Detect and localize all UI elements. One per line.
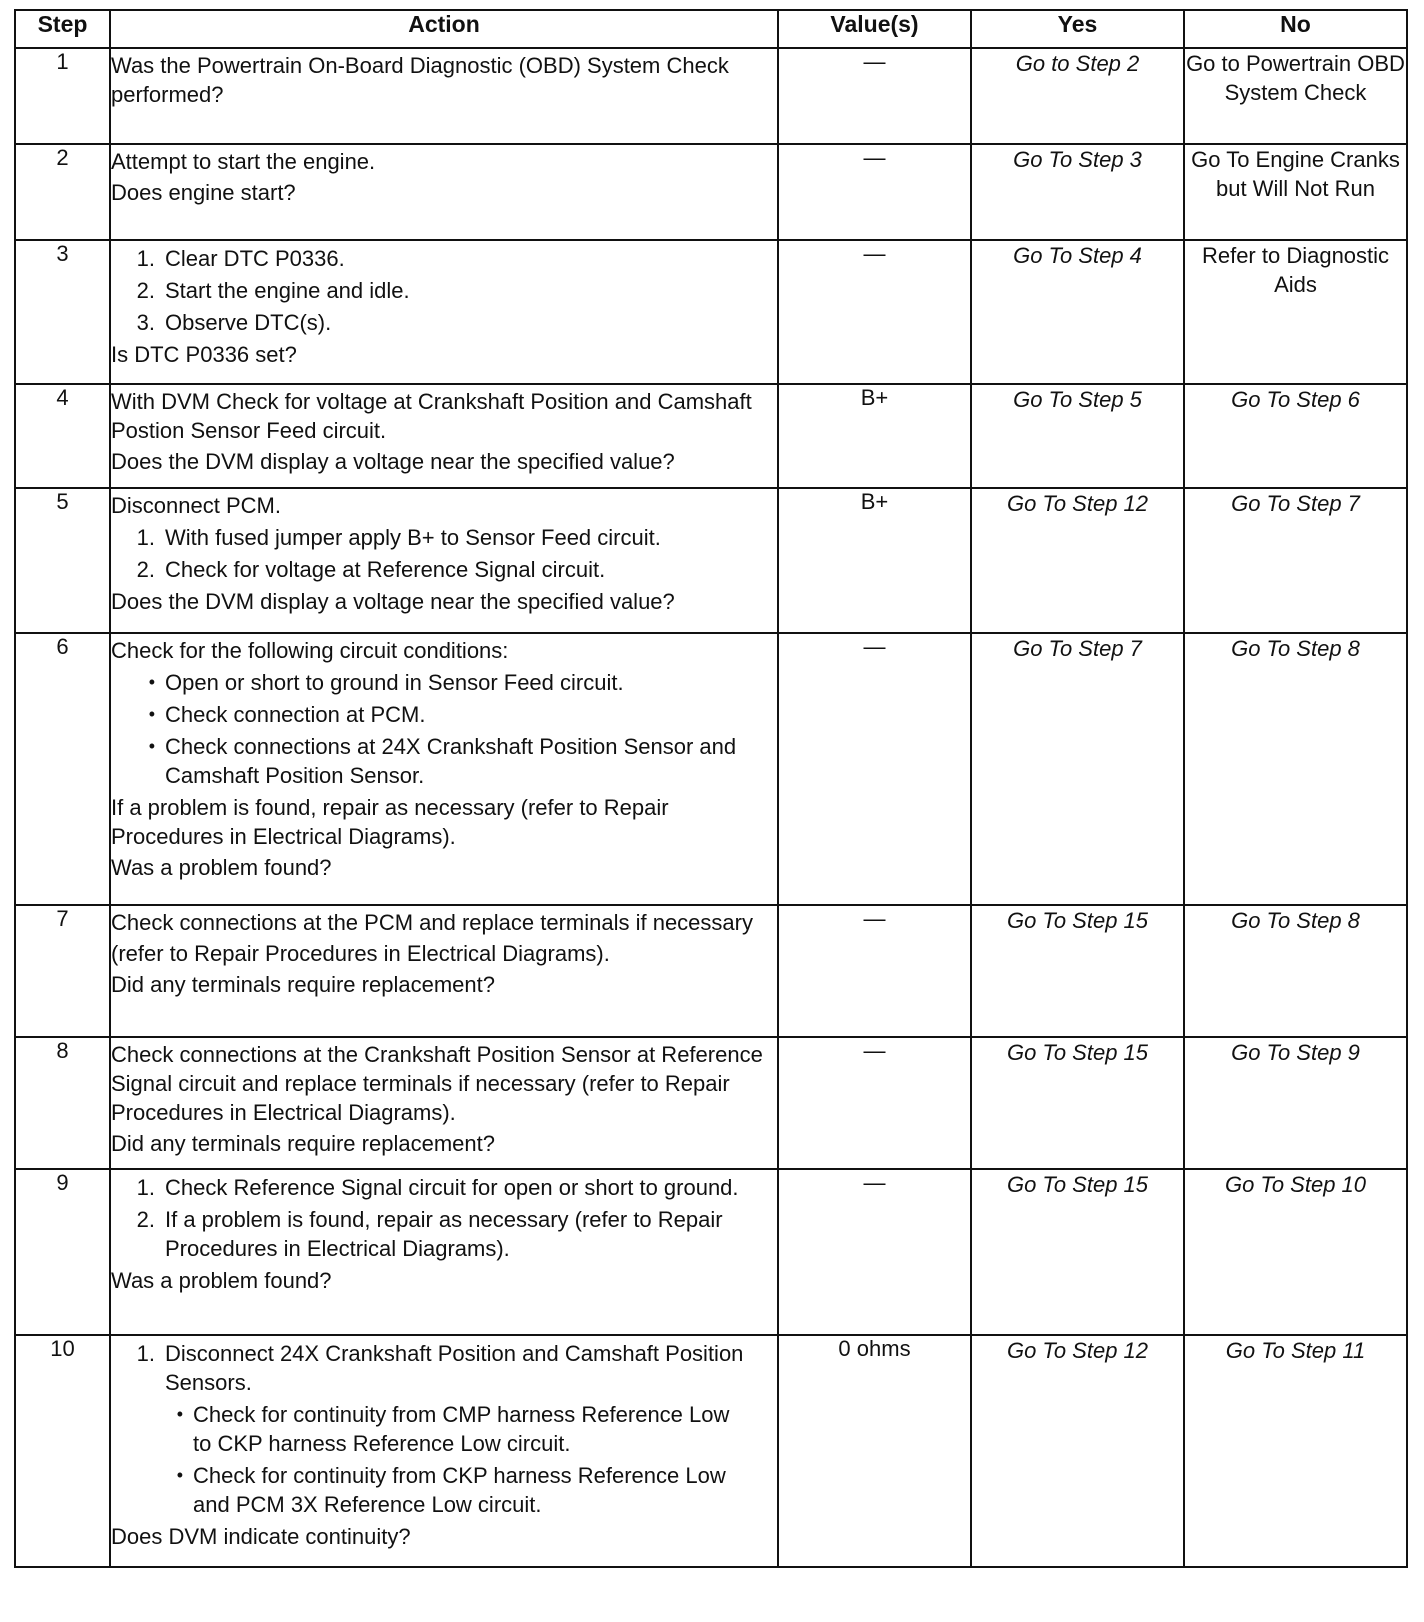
action-text: Was a problem found? — [111, 855, 332, 880]
action-text: (refer to Repair Procedures in Electrical Diagrams). — [111, 941, 610, 966]
action-cell — [110, 1335, 778, 1567]
action-cell — [110, 1169, 778, 1335]
step-number: 8 — [15, 1037, 110, 1169]
diagnostic-table — [14, 9, 1408, 1568]
bullet-item — [111, 700, 777, 729]
value-cell: — — [778, 144, 971, 240]
item-text: Check for voltage at Reference Signal circuit. — [165, 557, 606, 582]
value-cell: 0 ohms — [778, 1335, 971, 1567]
item-number: 1. — [136, 1175, 155, 1200]
action-text: Is DTC P0336 set? — [111, 342, 297, 367]
header-step: Step — [15, 10, 110, 48]
no-cell: Go To Step 9 — [1184, 1037, 1407, 1169]
bullet-mark: • — [148, 736, 155, 756]
no-cell: Refer to Diagnostic Aids — [1184, 240, 1407, 384]
bullet-item — [111, 1400, 777, 1458]
item-text: Check Reference Signal circuit for open or short to ground. — [165, 1175, 739, 1200]
item-number: 2. — [136, 278, 155, 303]
numbered-item — [111, 1173, 777, 1202]
item-text: If a problem is found, repair as necessary (refer to Repair Procedures in Electrical Diagrams). — [165, 1207, 723, 1261]
action-text: Does the DVM display a voltage near the specified value? — [111, 449, 675, 474]
bullet-item — [111, 668, 777, 697]
step-number: 10 — [15, 1335, 110, 1567]
item-text: Disconnect 24X Crankshaft Position and Camshaft Position Sensors. — [165, 1341, 744, 1395]
table-row — [15, 1037, 1407, 1169]
item-number: 1. — [136, 525, 155, 550]
item-text: Observe DTC(s). — [165, 310, 332, 335]
action-text: Does engine start? — [111, 180, 296, 205]
yes-cell: Go To Step 15 — [971, 1037, 1184, 1169]
action-text: Disconnect PCM. — [111, 493, 281, 518]
numbered-item — [111, 1205, 777, 1263]
value-cell: B+ — [778, 384, 971, 488]
table-row — [15, 144, 1407, 240]
bullet-mark: • — [148, 672, 155, 692]
value-cell: — — [778, 48, 971, 144]
table-row — [15, 633, 1407, 905]
no-cell: Go To Engine Cranks but Will Not Run — [1184, 144, 1407, 240]
numbered-item — [111, 555, 777, 584]
numbered-item — [111, 276, 777, 305]
yes-cell: Go to Step 2 — [971, 48, 1184, 144]
step-number: 2 — [15, 144, 110, 240]
action-cell — [110, 905, 778, 1037]
action-cell — [110, 240, 778, 384]
header-yes: Yes — [971, 10, 1184, 48]
item-text: With fused jumper apply B+ to Sensor Feed circuit. — [165, 525, 661, 550]
value-cell: — — [778, 905, 971, 1037]
numbered-item — [111, 244, 777, 273]
header-row — [15, 10, 1407, 48]
no-cell: Go to Powertrain OBD System Check — [1184, 48, 1407, 144]
item-text: Open or short to ground in Sensor Feed circuit. — [165, 670, 624, 695]
table-body — [15, 48, 1407, 1567]
yes-cell: Go To Step 15 — [971, 1169, 1184, 1335]
yes-cell: Go To Step 5 — [971, 384, 1184, 488]
action-text: Did any terminals require replacement? — [111, 972, 495, 997]
yes-cell: Go To Step 7 — [971, 633, 1184, 905]
bullet-mark: • — [176, 1404, 183, 1424]
item-number: 2. — [136, 557, 155, 582]
action-cell — [110, 384, 778, 488]
item-number: 2. — [136, 1207, 155, 1232]
no-cell: Go To Step 7 — [1184, 488, 1407, 633]
table-row — [15, 905, 1407, 1037]
action-cell — [110, 48, 778, 144]
no-cell: Go To Step 6 — [1184, 384, 1407, 488]
numbered-item — [111, 308, 777, 337]
step-number: 5 — [15, 488, 110, 633]
item-number: 3. — [136, 310, 155, 335]
action-text: Check connections at the Crankshaft Position Sensor at Reference Signal circuit and replace terminals if necessary (refer to Repair Procedures in Electrical Diagrams). — [111, 1042, 763, 1125]
no-cell: Go To Step 10 — [1184, 1169, 1407, 1335]
table-row — [15, 1335, 1407, 1567]
value-cell: — — [778, 240, 971, 384]
step-number: 6 — [15, 633, 110, 905]
header-no: No — [1184, 10, 1407, 48]
action-text: Check for the following circuit conditions: — [111, 638, 509, 663]
bullet-mark: • — [148, 704, 155, 724]
action-text: Did any terminals require replacement? — [111, 1131, 495, 1156]
table-row — [15, 240, 1407, 384]
step-number: 7 — [15, 905, 110, 1037]
action-cell — [110, 488, 778, 633]
step-number: 9 — [15, 1169, 110, 1335]
item-text: Clear DTC P0336. — [165, 246, 345, 271]
yes-cell: Go To Step 12 — [971, 1335, 1184, 1567]
step-number: 1 — [15, 48, 110, 144]
yes-cell: Go To Step 12 — [971, 488, 1184, 633]
yes-cell: Go To Step 3 — [971, 144, 1184, 240]
action-text: Attempt to start the engine. — [111, 149, 376, 174]
table-row — [15, 1169, 1407, 1335]
value-cell: — — [778, 633, 971, 905]
action-text: Was the Powertrain On-Board Diagnostic (OBD) System Check performed? — [111, 53, 729, 107]
step-number: 3 — [15, 240, 110, 384]
yes-cell: Go To Step 15 — [971, 905, 1184, 1037]
action-text: If a problem is found, repair as necessary (refer to Repair Procedures in Electrical Diagrams). — [111, 795, 669, 849]
value-cell: — — [778, 1169, 971, 1335]
item-number: 1. — [136, 246, 155, 271]
item-text: Check for continuity from CKP harness Reference Low and PCM 3X Reference Low circuit. — [193, 1463, 726, 1517]
numbered-item — [111, 523, 777, 552]
item-text: Check for continuity from CMP harness Reference Low to CKP harness Reference Low circuit. — [193, 1402, 730, 1456]
action-text: Does DVM indicate continuity? — [111, 1524, 411, 1549]
value-cell: — — [778, 1037, 971, 1169]
header-action: Action — [110, 10, 778, 48]
item-number: 1. — [136, 1341, 155, 1366]
table-row — [15, 488, 1407, 633]
no-cell: Go To Step 11 — [1184, 1335, 1407, 1567]
bullet-item — [111, 1461, 777, 1519]
item-text: Check connections at 24X Crankshaft Position Sensor and Camshaft Position Sensor. — [165, 734, 737, 788]
table-row — [15, 384, 1407, 488]
yes-cell: Go To Step 4 — [971, 240, 1184, 384]
action-text: With DVM Check for voltage at Crankshaft Position and Camshaft Postion Sensor Feed circuit. — [111, 389, 752, 443]
no-cell: Go To Step 8 — [1184, 905, 1407, 1037]
bullet-mark: • — [176, 1465, 183, 1485]
action-cell — [110, 1037, 778, 1169]
numbered-item — [111, 1339, 777, 1397]
action-text: Was a problem found? — [111, 1268, 332, 1293]
bullet-item — [111, 732, 777, 790]
action-text: Does the DVM display a voltage near the specified value? — [111, 589, 675, 614]
action-text: Check connections at the PCM and replace terminals if necessary — [111, 910, 753, 935]
item-text: Start the engine and idle. — [165, 278, 410, 303]
table-row — [15, 48, 1407, 144]
action-cell — [110, 633, 778, 905]
header-values: Value(s) — [778, 10, 971, 48]
action-cell — [110, 144, 778, 240]
no-cell: Go To Step 8 — [1184, 633, 1407, 905]
step-number: 4 — [15, 384, 110, 488]
item-text: Check connection at PCM. — [165, 702, 426, 727]
value-cell: B+ — [778, 488, 971, 633]
